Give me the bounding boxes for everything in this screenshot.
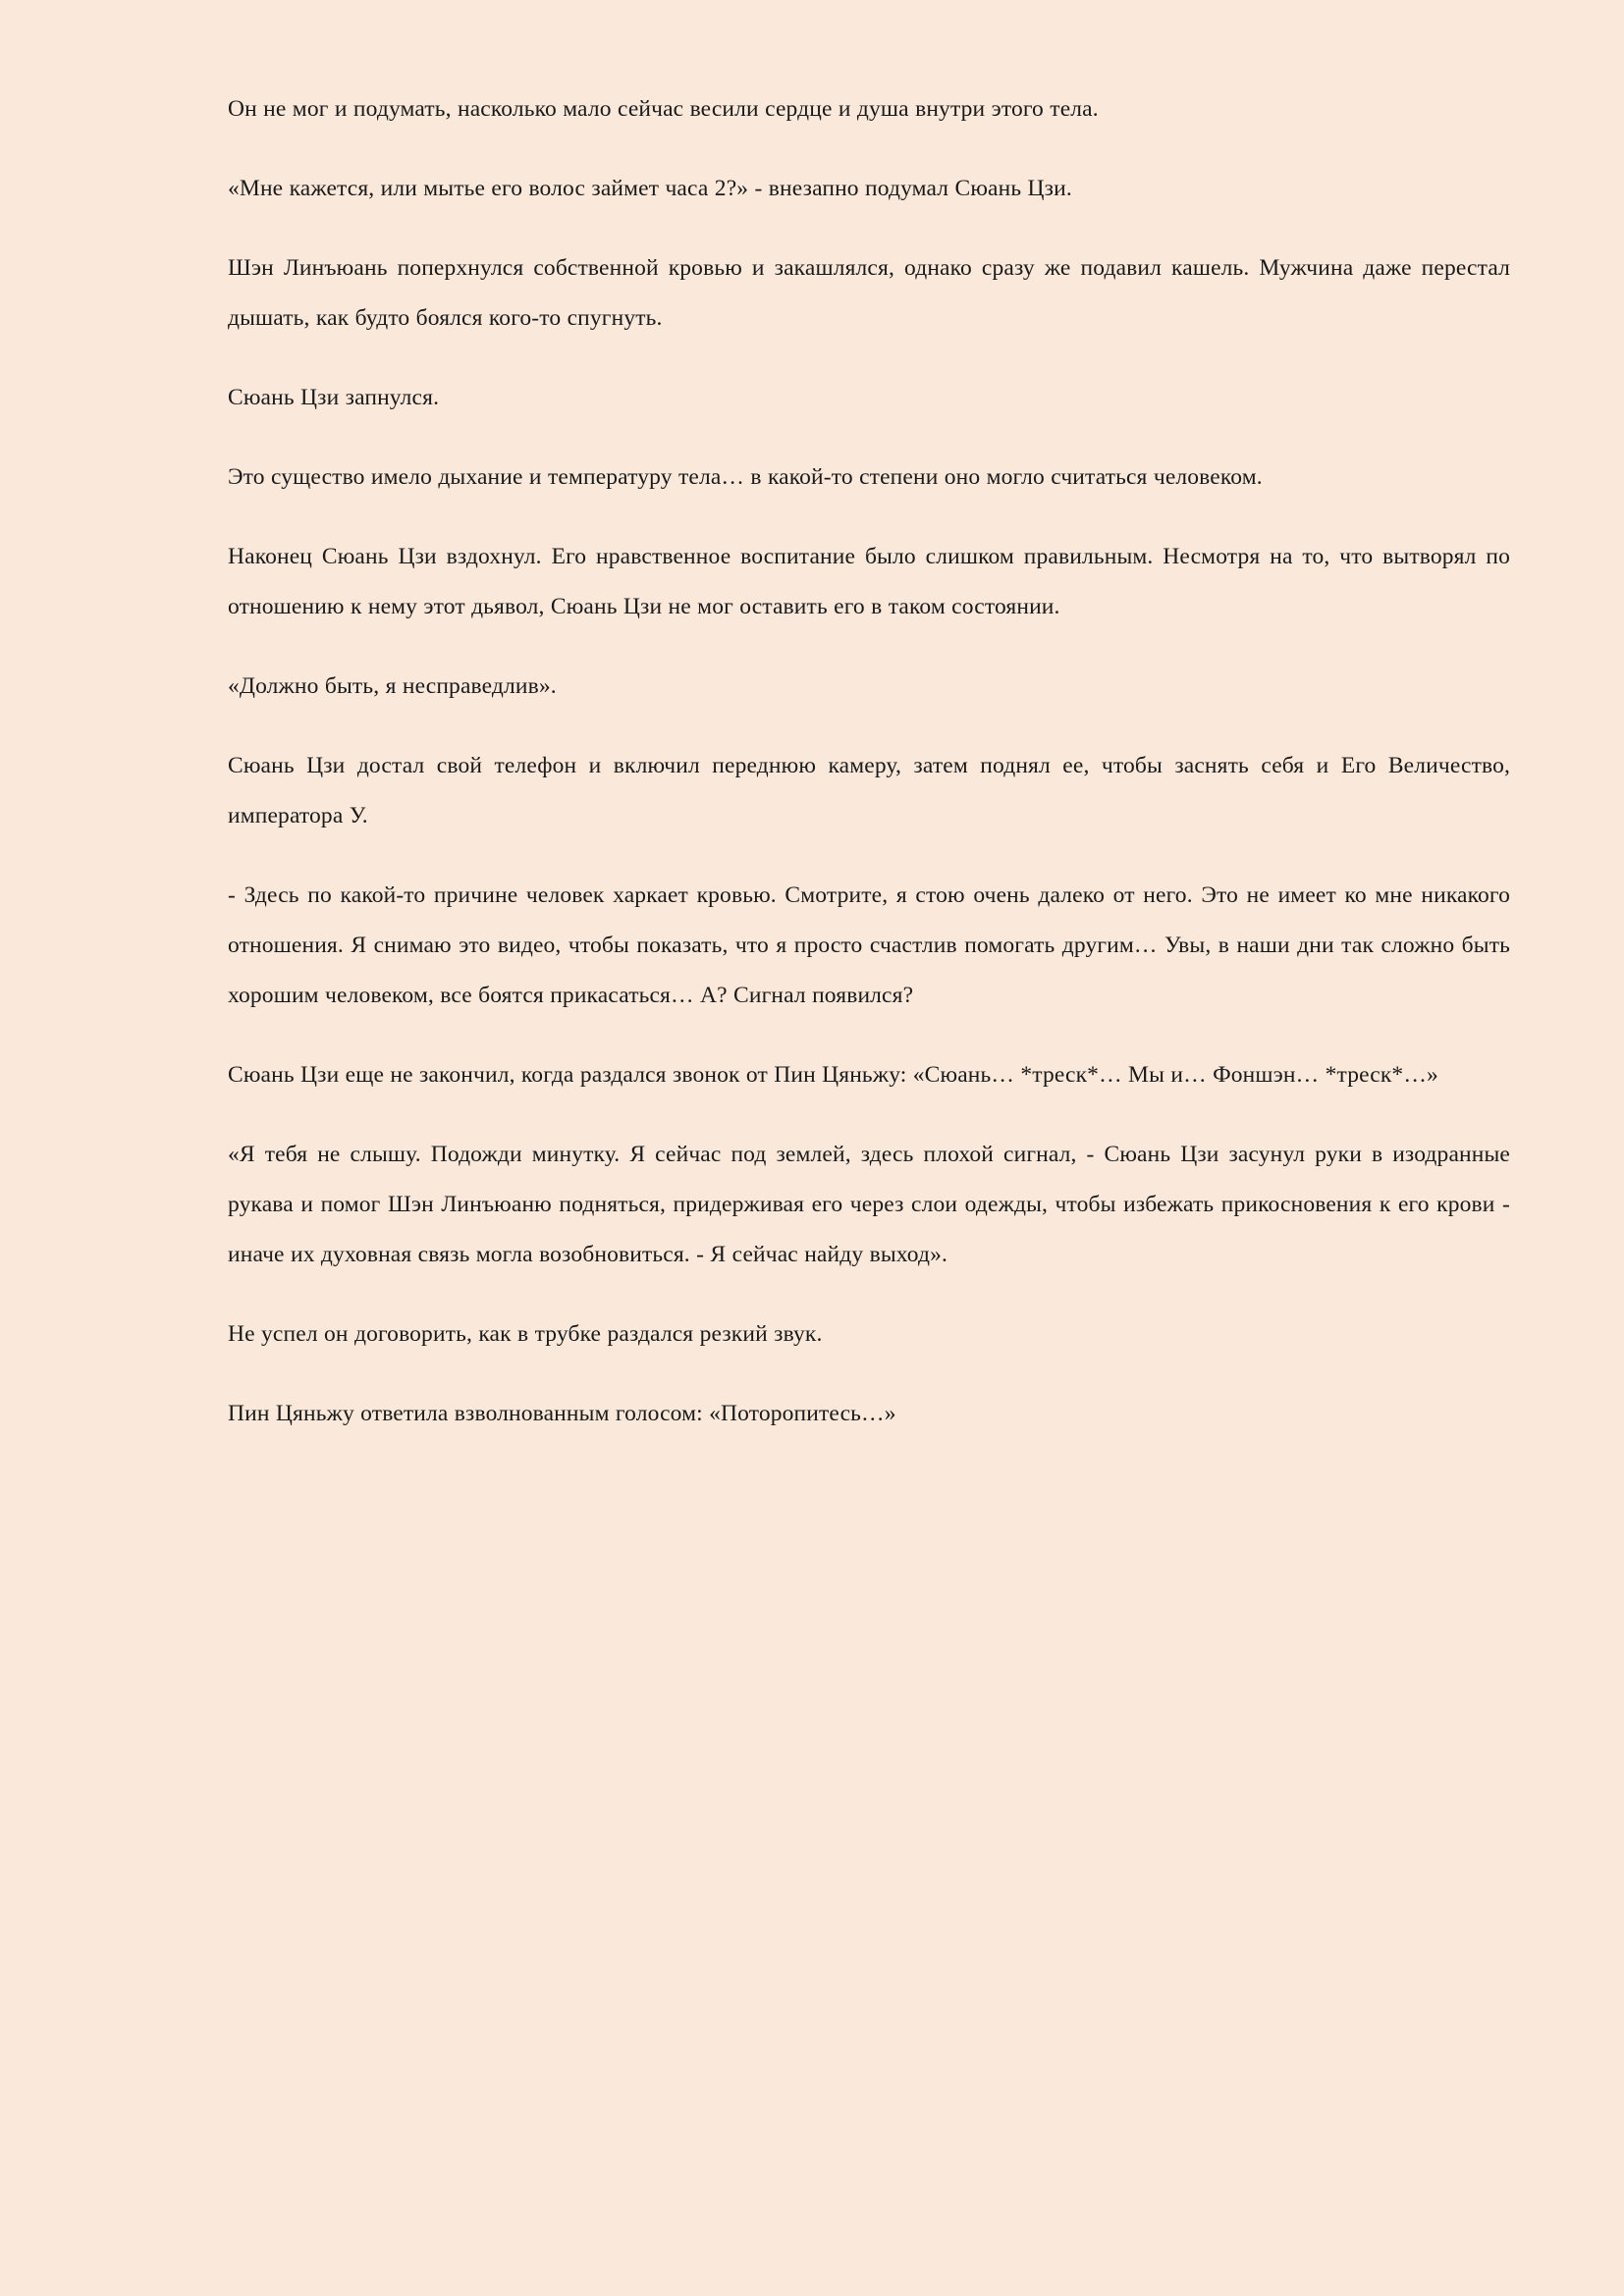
paragraph: Это существо имело дыхание и температуру тела… в какой-то степени оно могло считаться человеком.	[228, 464, 1263, 490]
document-text-body	[228, 84, 1510, 1439]
paragraph: Сюань Цзи достал свой телефон и включил переднюю камеру, затем поднял ее, чтобы заснять себя и Его Величество, императора У.	[228, 753, 1510, 828]
paragraph: - Здесь по какой-то причине человек харкает кровью. Смотрите, я стою очень далеко от него. Это не имеет ко мне никакого отношения. Я снимаю это видео, чтобы показать, что я просто счастлив помогать другим… Увы, в наши дни так сложно быть хорошим человеком, все боятся прикасаться… А? Сигнал появился?	[228, 882, 1510, 1008]
paragraph: Пин Цяньжу ответила взволнованным голосом: «Поторопитесь…»	[228, 1401, 896, 1426]
paragraph: Наконец Сюань Цзи вздохнул. Его нравственное воспитание было слишком правильным. Несмотря на то, что вытворял по отношению к нему этот дьявол, Сюань Цзи не мог оставить его в таком состоянии.	[228, 544, 1510, 619]
paragraph: «Должно быть, я несправедлив».	[228, 673, 557, 699]
paragraph: Он не мог и подумать, насколько мало сейчас весили сердце и душа внутри этого тела.	[228, 96, 1099, 122]
paragraph: Не успел он договорить, как в трубке раздался резкий звук.	[228, 1321, 823, 1347]
paragraph: «Я тебя не слышу. Подожди минутку. Я сейчас под землей, здесь плохой сигнал, - Сюань Цзи засунул руки в изодранные рукава и помог Шэн Линъюаню подняться, придерживая его через слои одежды, чтобы избежать прикосновения к его крови - иначе их духовная связь могла возобновиться. - Я сейчас найду выход».	[228, 1142, 1510, 1267]
paragraph: Шэн Линъюань поперхнулся собственной кровью и закашлялся, однако сразу же подавил кашель. Мужчина даже перестал дышать, как будто боялся кого-то спугнуть.	[228, 255, 1510, 331]
paragraph: Сюань Цзи запнулся.	[228, 385, 440, 410]
paragraph: «Мне кажется, или мытье его волос займет часа 2?» - внезапно подумал Сюань Цзи.	[228, 176, 1072, 201]
paragraph: Сюань Цзи еще не закончил, когда раздался звонок от Пин Цяньжу: «Сюань… *треск*… Мы и… Фоншэн… *треск*…»	[228, 1062, 1438, 1088]
